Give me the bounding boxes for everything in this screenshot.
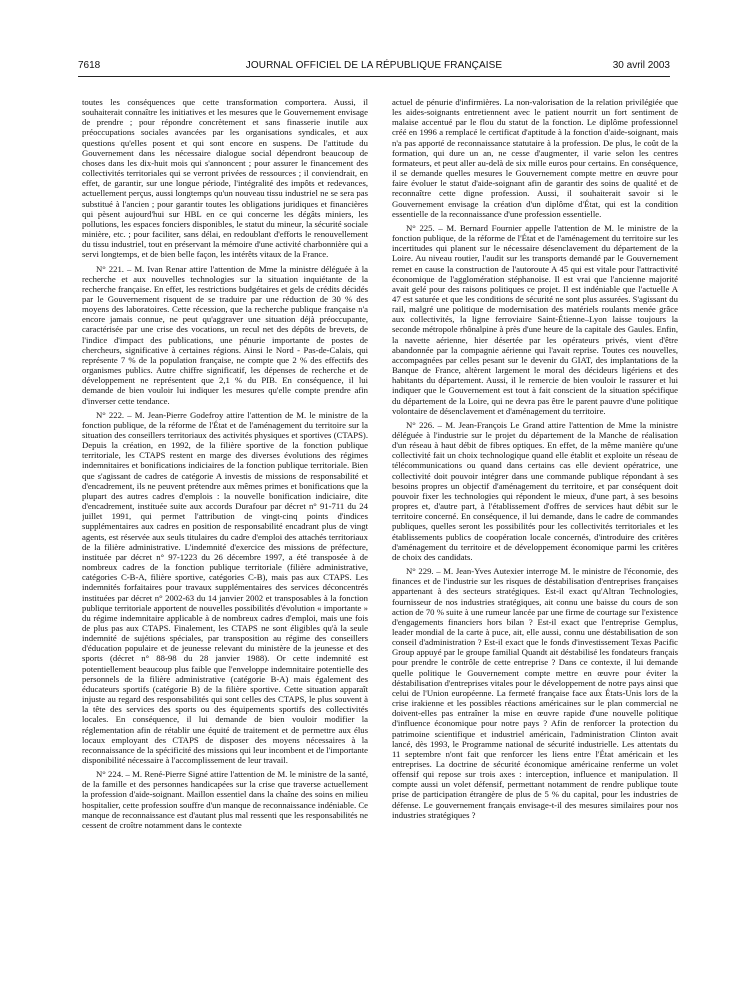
question-224-continuation: actuel de pénurie d'infirmières. La non-valorisation de la relation privilégiée que les aides-soignants entretiennent avec le patient nourrit un fort sentiment de malaise accentué par le flou du statut de la fonction. Le diplôme professionnel créé en 1996 a remplacé le certificat d'aptitude à la fonction d'aide-soignant, mais n'a pas apporté de reconnaissance statutaire à la profession. De plus, le coût de la formation, qui dure un an, ne cesse d'augmenter, il varie selon les centres formateurs, et peut aller au-delà de six mille euros pour certains. En conséquence, il se demande quelles mesures le Gouvernement compte mettre en œuvre pour faire évoluer le statut d'aide-soignant afin de garantir des soins de qualité et de reconnaître cette digne profession. Aussi, il souhaiterait savoir si le Gouvernement envisage la création d'un diplôme d'État, qui est la condition essentielle de la reconnaissance d'une profession essentielle. [392,97,678,219]
question-226: N° 226. – M. Jean-François Le Grand attire l'attention de Mme la ministre déléguée à l'industrie sur le projet du département de la Manche de réalisation d'un réseau à haut débit de fibres optiques. En effet, de la même manière qu'une collectivité fait un choix technologique quand elle établit et exploite un réseau de télécommunications ou quand dans certains cas elle devient opératrice, une collectivité doit pouvoir intégrer dans une commande publique répondant à ses besoins propres un objectif d'aménagement du territoire, et par conséquent doit pouvoir fixer les technologies qui répondent le mieux, d'une part, à ses besoins propres et, d'autre part, à l'établissement d'offres de services haut débit sur le territoire concerné. En conséquence, il lui demande, dans le cadre de commandes publiques, quelles seront les possibilités pour les collectivités territoriales et les établissements publics de coopération locale concernés, d'introduire des critères d'aménagement du territoire et de développement économique parmi les critères de choix des candidats. [392,419,678,562]
question-225: N° 225. – M. Bernard Fournier appelle l'attention de M. le ministre de la fonction publique, de la réforme de l'État et de l'aménagement du territoire sur les incertitudes qui planent sur le nécessaire désenclavement du département de la Loire. Au niveau routier, l'audit sur les transports demandé par le Gouvernement remet en cause la construction de l'autoroute A 45 qui est vitale pour l'attractivité économique de l'agglomération stéphanoise. Il est vrai que l'ancienne majorité avait gelé pour des raisons politiques ce projet. Il est indéniable que l'actuelle A 47 est saturée et que les conditions de sécurité ne sont plus assurées. S'agissant du rail, malgré une politique de modernisation des matériels roulants menée grâce aux collectivités, la ligne ferroviaire Saint-Étienne–Lyon laisse toujours la seconde métropole rhônalpine à près d'une heure de la capitale des Gaules. Enfin, la navette aérienne, hier désertée par les opérateurs privés, vient d'être abandonnée par la compagnie aérienne qui l'avait reprise. Toutes ces nouvelles, accompagnées par celles pesant sur le devenir du GIAT, des implantations de la Banque de France, altèrent largement le moral des décideurs ligériens et des habitants du département. Aussi, il le remercie de bien vouloir le rassurer et lui indiquer que le Gouvernement est tout à fait conscient de la situation spécifique du département de la Loire, qui ne devra pas être le parent pauvre d'une politique volontaire de désenclavement et d'aménagement du territoire. [392,222,678,416]
question-229: N° 229. – M. Jean-Yves Autexier interroge M. le ministre de l'économie, des finances et de l'industrie sur les risques de déstabilisation d'entreprises françaises appartenant à des secteurs stratégiques. Est-il exact qu'Altran Technologies, fournisseur de nos industries stratégiques, ait connu une baisse du cours de son action de 70 % suite à une rumeur lancée par une firme de courtage sur l'existence d'engagements financiers hors bilan ? Est-il exact que l'entreprise Gemplus, leader mondial de la carte à puce, ait, elle aussi, connu une déstabilisation de son conseil d'administration ? Est-il exact que le fonds d'investissement Texas Pacific Group appuyé par le groupe familial Quandt ait déstabilisé les fondateurs français pour prendre le contrôle de cette entreprise ? Dans ce contexte, il lui demande quelle politique le Gouvernement compte mettre en œuvre pour éviter la déstabilisation d'entreprises vitales pour le développement de notre pays ainsi que celui de l'Union européenne. La fermeté française face aux États-Unis lors de la crise irakienne et les possibles réactions américaines sur le plan commercial ne doivent-elles pas entraîner la mise en œuvre rapide d'une nouvelle politique d'influence économique pour notre pays ? Afin de renforcer la protection du patrimoine scientifique et industriel américain, l'administration Clinton avait lancé, dès 1993, le Programme national de sécurité industrielle. Les attentats du 11 septembre n'ont fait que renforcer les liens entre l'État américain et les entreprises. La doctrine de sécurité économique américaine renferme un volet offensif qui repose sur trois axes : interception, influence et manipulation. Il compte aussi un volet défensif, permettant notamment de rendre publique toute prise de participation étrangère de plus de 5 % du capital, pour les industries de défense. Le gouvernement français envisage-t-il des mesures similaires pour nos industries stratégiques ? [392,566,678,820]
question-222: N° 222. – M. Jean-Pierre Godefroy attire l'attention de M. le ministre de la fonction publique, de la réforme de l'État et de l'aménagement du territoire sur la situation des conseillers territoriaux des activités physiques et sportives (CTAPS). Depuis la création, en 1992, de la filière sportive de la fonction publique territoriale, les CTAPS restent en marge des diverses évolutions des régimes indemnitaires et bonifications indiciaires de la fonction publique territoriale. Bien que s'agissant de cadres de catégorie A investis de missions de responsabilité et d'encadrement, ils ne peuvent prétendre aux mêmes primes et bonifications que la plupart des autres cadres d'emplois : la nouvelle bonification indiciaire, dite d'encadrement, instituée suite aux accords Durafour par décret n° 91-711 du 24 juillet 1991, qui permet l'attribution de vingt-cinq points d'indices supplémentaires aux cadres en position de responsabilité encadrant plus de vingt agents, est réservée aux seuls titulaires du cadre d'emploi des attachés territoriaux de la filière administrative. L'indemnité d'exercice des missions de préfecture, instituée par décret n° 97-1223 du 26 décembre 1997, a été transposée à de nombreux cadres de la fonction publique territoriale (filière administrative, catégories C-B-A, filière sportive, catégories C-B), mais pas aux CTAPS. Les indemnités forfaitaires pour travaux supplémentaires des services déconcentrés instituées par décret n° 2002-63 du 14 janvier 2002 et transposables à la fonction publique territoriale apportent de nouvelles possibilités d'évolution « importante » du régime indemnitaire applicable à de nombreux cadres d'emploi, mais une fois de plus pas aux CTAPS. Finalement, les CTAPS ne sont éligibles qu'à la seule indemnité de sujétions spéciales, par transposition au régime des conseillers d'éducation populaire et de jeunesse relevant du ministère de la jeunesse et des sports (décret n° 88-98 du 28 janvier 1988). Or cette indemnité est potentiellement beaucoup plus faible que l'enveloppe indemnitaire potentielle des personnels de la filière administrative (catégorie B-A) mais également des éducateurs sportifs (catégorie B) de la filière sportive. Cette situation apparaît injuste au regard des responsabilités qui sont celles des CTAPS, le plus souvent à la tête des services des sports ou des équipements sportifs des collectivités locales. En conséquence, il lui demande de bien vouloir modifier la réglementation afin de rétablir une équité de traitement et de permettre aux élus locaux employant des CTAPS de disposer des moyens nécessaires à la reconnaissance de la spécificité des missions qui leur incombent et de l'importante disponibilité nécessaire à l'accomplissement de leur travail. [82,409,368,765]
header-rule [78,76,670,77]
paragraph-continuation: toutes les conséquences que cette transformation comportera. Aussi, il souhaiterait connaître les initiatives et les mesures que le Gouvernement envisage de prendre ; pour répondre concrètement et sans finasserie inutile aux préoccupations sociales avancées par les organisations syndicales, et aux questions qu'elles posent et qui sont encore en suspens. De l'attitude du Gouvernement dans les nécessaire dialogue social dépendront beaucoup de choses dans les dix-huit mois qui s'annoncent ; pour assurer le financement des collectivités territoriales qui se verront privées de ressources ; il conviendrait, en effet, de garantir, sur une longue période, l'intégralité des impôts et redevances, actuellement perçus, aussi longtemps qu'un nouveau tissu industriel ne se sera pas substitué à l'ancien ; pour garantir toutes les obligations juridiques et financières qui pèsent aujourd'hui sur HBL en ce qui concerne les dégâts miniers, les pollutions, les espaces fonciers disponibles, le statut du mineur, la sécurité sociale minière, etc. ; pour faciliter, sans délai, en redoublant d'efforts le renouvellement du tissu industriel, tout en préservant la mémoire d'une activité charbonnière qui a servi longtemps, et de bien belle façon, les intérêts vitaux de la France. [82,97,368,260]
page-number: 7618 [78,60,101,71]
page-header [78,60,670,76]
right-column [392,97,678,977]
question-221: N° 221. – M. Ivan Renar attire l'attention de Mme la ministre déléguée à la recherche et aux nouvelles technologies sur la situation inquiétante de la recherche française. En effet, les restrictions budgétaires et gels de crédits décidés par le Gouvernement risquent de se traduire par une réduction de 30 % des moyens des laboratoires. Cette récession, que la recherche publique française n'a encore jamais connue, ne peut qu'aggraver une situation déjà préoccupante, caractérisée par une crise des vocations, un recul net des dépôts de brevets, de l'indice d'impact des publications, une pénurie importante de postes de chercheurs, significative à certaines régions. Ainsi le Nord - Pas-de-Calais, qui représente 7 % de la population française, ne compte que 2 % des effectifs des organismes publics. Autre chiffre significatif, les dépenses de recherche et de développement ne représentent que 2,1 % du PIB. En conséquence, il lui demande de bien vouloir lui indiquer les mesures qu'elle compte prendre afin d'inverser cette tendance. [82,263,368,406]
publication-date: 30 avril 2003 [612,60,670,71]
journal-title: JOURNAL OFFICIEL DE LA RÉPUBLIQUE FRANÇAISE [245,60,503,71]
left-column [82,97,368,977]
question-224: N° 224. – M. René-Pierre Signé attire l'attention de M. le ministre de la santé, de la famille et des personnes handicapées sur la crise que traverse actuellement la profession d'aide-soignant. Maillon essentiel dans la chaîne des soins en milieu hospitalier, cette profession souffre d'un manque de reconnaissance indéniable. Ce manque de reconnaissance est d'autant plus mal ressenti que les responsabilités ne cessent de croître notamment dans le contexte [82,769,368,830]
